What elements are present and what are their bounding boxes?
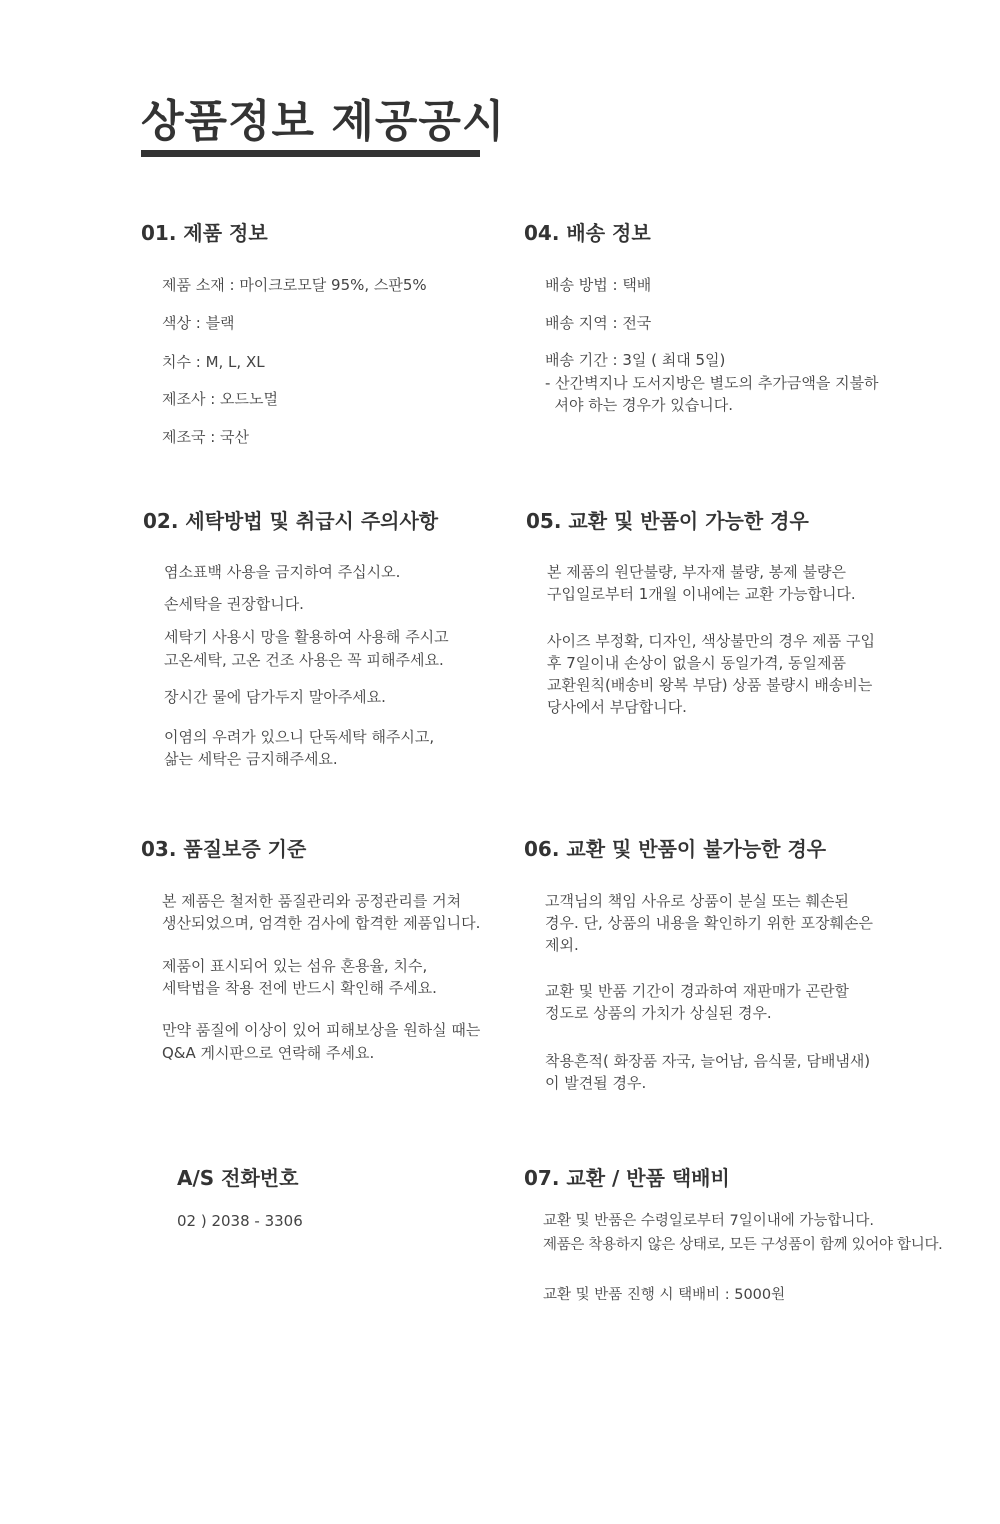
exchange-possible-line: 본 제품의 원단불량, 부자재 불량, 봉제 불량은 bbox=[547, 563, 846, 581]
exchange-possible-line: 당사에서 부담합니다. bbox=[547, 698, 687, 716]
exchange-impossible-line: 이 발견될 경우. bbox=[545, 1074, 647, 1092]
product-size: 치수 : M, L, XL bbox=[162, 353, 265, 371]
return-fee-line: 제품은 착용하지 않은 상태로, 모든 구성품이 함께 있어야 합니다. bbox=[543, 1237, 943, 1253]
section-02-title: 02. 세탁방법 및 취급시 주의사항 bbox=[143, 509, 439, 533]
section-05-title: 05. 교환 및 반품이 가능한 경우 bbox=[526, 509, 809, 533]
care-line: 염소표백 사용을 금지하여 주십시오. bbox=[164, 563, 401, 581]
quality-line: 세탁법을 착용 전에 반드시 확인해 주세요. bbox=[162, 979, 437, 997]
care-line: 손세탁을 권장합니다. bbox=[164, 595, 304, 613]
quality-line: 본 제품은 철저한 품질관리와 공정관리를 거쳐 bbox=[162, 892, 462, 910]
care-line: 이염의 우려가 있으니 단독세탁 해주시고, bbox=[164, 728, 435, 746]
shipping-method: 배송 방법 : 택배 bbox=[545, 276, 652, 294]
product-material: 제품 소재 : 마이크로모달 95%, 스판5% bbox=[162, 276, 427, 294]
section-01-title: 01. 제품 정보 bbox=[141, 221, 268, 245]
as-phone-title: A/S 전화번호 bbox=[177, 1166, 299, 1190]
care-line: 장시간 물에 담가두지 말아주세요. bbox=[164, 688, 386, 706]
quality-line: Q&A 게시판으로 연락해 주세요. bbox=[162, 1044, 375, 1062]
exchange-possible-line: 후 7일이내 손상이 없을시 동일가격, 동일제품 bbox=[547, 654, 846, 672]
title-underline bbox=[141, 150, 480, 157]
care-line: 삶는 세탁은 금지해주세요. bbox=[164, 750, 338, 768]
product-manufacturer: 제조사 : 오드노멀 bbox=[162, 390, 279, 408]
shipping-note-cont: 셔야 하는 경우가 있습니다. bbox=[545, 396, 733, 414]
exchange-impossible-line: 교환 및 반품 기간이 경과하여 재판매가 곤란할 bbox=[545, 982, 849, 1000]
exchange-impossible-line: 착용흔적( 화장품 자국, 늘어남, 음식물, 담배냄새) bbox=[545, 1052, 871, 1070]
shipping-note: - 산간벽지나 도서지방은 별도의 추가금액을 지불하 bbox=[545, 374, 879, 392]
shipping-period: 배송 기간 : 3일 ( 최대 5일) bbox=[545, 351, 726, 369]
section-04-title: 04. 배송 정보 bbox=[524, 221, 651, 245]
product-origin: 제조국 : 국산 bbox=[162, 428, 250, 446]
exchange-impossible-line: 경우. 단, 상품의 내용을 확인하기 위한 포장훼손은 bbox=[545, 914, 873, 932]
quality-line: 생산되었으며, 엄격한 검사에 합격한 제품입니다. bbox=[162, 914, 481, 932]
section-03-title: 03. 품질보증 기준 bbox=[141, 837, 307, 861]
exchange-impossible-line: 제외. bbox=[545, 936, 579, 954]
exchange-impossible-line: 고객님의 책임 사유로 상품이 분실 또는 훼손된 bbox=[545, 892, 849, 910]
product-color: 색상 : 블랙 bbox=[162, 314, 235, 332]
section-07-title: 07. 교환 / 반품 택배비 bbox=[524, 1166, 730, 1190]
shipping-area: 배송 지역 : 전국 bbox=[545, 314, 652, 332]
return-fee-amount: 교환 및 반품 진행 시 택배비 : 5000원 bbox=[543, 1287, 786, 1303]
exchange-possible-line: 교환원칙(배송비 왕복 부담) 상품 불량시 배송비는 bbox=[547, 676, 873, 694]
care-line: 고온세탁, 고온 건조 사용은 꼭 피해주세요. bbox=[164, 651, 444, 669]
care-line: 세탁기 사용시 망을 활용하여 사용해 주시고 bbox=[164, 628, 449, 646]
exchange-possible-line: 사이즈 부정확, 디자인, 색상불만의 경우 제품 구입 bbox=[547, 632, 875, 650]
quality-line: 만약 품질에 이상이 있어 피해보상을 원하실 때는 bbox=[162, 1021, 481, 1039]
exchange-possible-line: 구입일로부터 1개월 이내에는 교환 가능합니다. bbox=[547, 585, 856, 603]
as-phone-number: 02 ) 2038 - 3306 bbox=[177, 1212, 303, 1230]
exchange-impossible-line: 정도로 상품의 가치가 상실된 경우. bbox=[545, 1004, 772, 1022]
return-fee-line: 교환 및 반품은 수령일로부터 7일이내에 가능합니다. bbox=[543, 1213, 875, 1229]
page-title: 상품정보 제공공시 bbox=[141, 96, 506, 147]
section-06-title: 06. 교환 및 반품이 불가능한 경우 bbox=[524, 837, 827, 861]
quality-line: 제품이 표시되어 있는 섬유 혼용율, 치수, bbox=[162, 957, 428, 975]
